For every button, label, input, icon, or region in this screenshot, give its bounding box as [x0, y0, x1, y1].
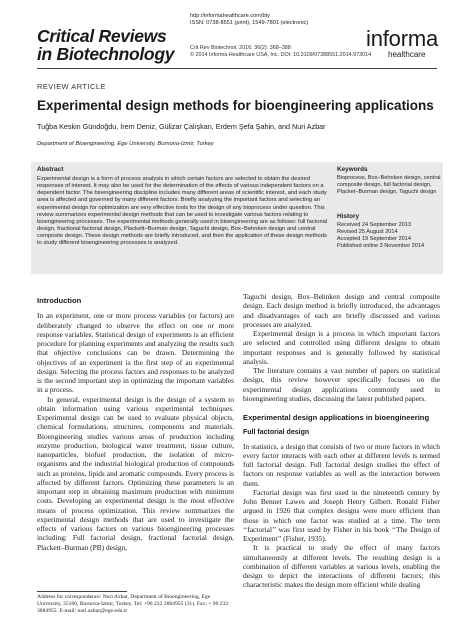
abstract-heading: Abstract — [37, 166, 64, 173]
correspondence-footnote: Address for correspondence: Nuri Azbar, Department of Bioengineering, Ege University, 35100, Bornova-Izmir, Turkey. Tel: +90 232 3884955 (31). Fax: + 90 232 3884955. E-mail: nuri.azbar@ege.edu.tr — [37, 594, 229, 614]
header-rule — [37, 68, 437, 69]
applications-heading: Experimental design applications in bioengineering — [243, 413, 430, 422]
body-left-column — [37, 296, 234, 552]
publisher-sub: healthcare — [388, 50, 426, 59]
ffd-paragraph-1: In statistics, a design that consists of two or more factors in which every factor interacts with each other at different levels is termed full factorial design. Full factorial design studies the effect of factors on response variables as well as the interaction between them. — [243, 441, 440, 488]
ffd-paragraph-3: It is practical to study the effect of many factors simultaneously at different levels. The resulting design is a combination of different variables at various levels, enabling the design to depict the interactions of different factors; this characteristic makes the design more efficient while dealing — [243, 543, 440, 590]
intro-paragraph-2: In general, experimental design is the design of a system to obtain information using various experimental techniques. Experimental design can be used to evaluate physical objects, chemical formulations, structures, components and materials. Bioengineering studies various areas of production including enzyme production, biological water treatment, tissue culture, nanoparticles, biofuel production, the isolation of micro-organisms and the industrial biological production of compounds such as proteins, lipids and aromatic compounds. Every process is affected by different factors. Optimizing these parameters is an important step in obtaining maximum production with minimum costs. Developing an experimental design is the most effective means of process optimization. This review summarizes the experimental design methods that are used to investigate the effects of various factors on various bioengineering processes including: Full factorial design, fractional factorial design, Plackett–Burman (PB) design, — [37, 394, 234, 552]
citation-block — [190, 45, 371, 59]
history-item: Published online 3 November 2014 — [337, 243, 425, 250]
copyright: © 2014 Informa Healthcare USA, Inc. DOI: 10.3109/07388551.2014.973014 — [190, 52, 372, 58]
right-paragraph-3: The literature contains a vast number of papers on statistical design, this review however specifically focuses on the experimental design applications commonly used in bioengineering studies, discussing the latest published papers. — [243, 366, 440, 403]
article-title: Experimental design methods for bioengineering applications — [37, 98, 434, 113]
journal-url[interactable]: http://informahealthcare.com/bty — [190, 13, 270, 19]
journal-issn: ISSN: 0738-8551 (print), 1549-7801 (electronic) — [190, 20, 309, 26]
history-block — [337, 213, 441, 250]
article-type: REVIEW ARTICLE — [37, 82, 106, 91]
publisher-name: informa — [366, 26, 438, 51]
journal-title-line1: Critical Reviews — [37, 26, 167, 46]
publisher-logo — [366, 28, 438, 59]
history-item: Revised 25 August 2014 — [337, 229, 398, 236]
journal-info — [190, 13, 308, 27]
abstract-text: Experimental design is a form of process analysis in which certain factors are selected to obtain the desired responses of interest. It may also be used for the determination of the effects of various independent factors on a dependent factor. The bioengineering discipline includes many different areas of scientific interest, and each study area is affected and governed by many different factors. Briefly analyzing the important factors and selecting an experimental design for optimization are very effective tools for the design of any bioprocess under question. This review summarizes experimental design methods that can be used to investigate various factors relating to bioengineering processes. The experimental methods generally used in bioengineering are as follows: full factorial design, fractional factorial design, Plackett–Burman design, Taguchi design, Box–Behnken design and central composite design. These design methods are briefly introduced, and then the application of these design methods to study different bioengineering processes is analyzed. — [37, 176, 328, 247]
history-item: Received 24 September 2013 — [337, 222, 412, 229]
right-paragraph-2: Experimental design is a process in which important factors are selected and controlled using different designs to obtain important responses and is generally followed by statistical analysis. — [243, 329, 440, 366]
article-affiliation: Department of Bioengineering, Ege University, Bornova-Izmir, Turkey — [37, 141, 214, 147]
article-authors: Tuğba Keskin Gündoğdu, İrem Deniz, Gülizar Çalışkan, Erdem Şefa Şahin, and Nuri Azbar — [37, 122, 326, 131]
footnote-rule — [37, 591, 127, 592]
history-heading: History — [337, 213, 360, 220]
journal-title-line2: in Biotechnology — [37, 44, 175, 64]
journal-title — [37, 27, 174, 63]
body-right-column — [243, 292, 440, 590]
keywords-heading: Keywords — [337, 166, 368, 173]
ffd-paragraph-2: Factorial design was first used in the nineteenth century by John Bennet Lawes and Joseph Henry Gilbert. Ronald Fisher argued in 1926 that complex designs were more efficient than those in which one factor was studied at a time. The term ‘‘factorial’’ was first used by Fisher in his book ‘‘The Design of Experiment’’ (Fisher, 1935). — [243, 487, 440, 543]
right-paragraph-1: Taguchi design, Box–Behnken design and central composite design. Each design method is briefly introduced, the advantages and disadvantages of each are briefly discussed and various processes are analyzed. — [243, 292, 440, 329]
citation: Crit Rev Biotechnol, 2016; 36(2): 368–388 — [190, 45, 291, 51]
full-factorial-heading: Full factorial design — [243, 429, 310, 437]
intro-paragraph-1: In an experiment, one or more process variables (or factors) are deliberately changed to observe the effect on one or more response variables. Statistical design of experiments is an efficient procedure for planning experiments and analyzing the results such that objective conclusions can be drawn. Determining the objectives of an experiment is the first step of an experimental design. Selecting the process factors and responses to be analyzed is the second important step in optimizing the important variables in a process. — [37, 311, 234, 395]
history-item: Accepted 19 September 2014 — [337, 236, 412, 243]
keywords-block — [337, 166, 441, 196]
intro-heading: Introduction — [37, 296, 82, 305]
keywords-text: Bioprocess, Box–Behnken design, central composite design, full factorial design, Placket–Burman design, Taguchi design — [337, 175, 441, 196]
